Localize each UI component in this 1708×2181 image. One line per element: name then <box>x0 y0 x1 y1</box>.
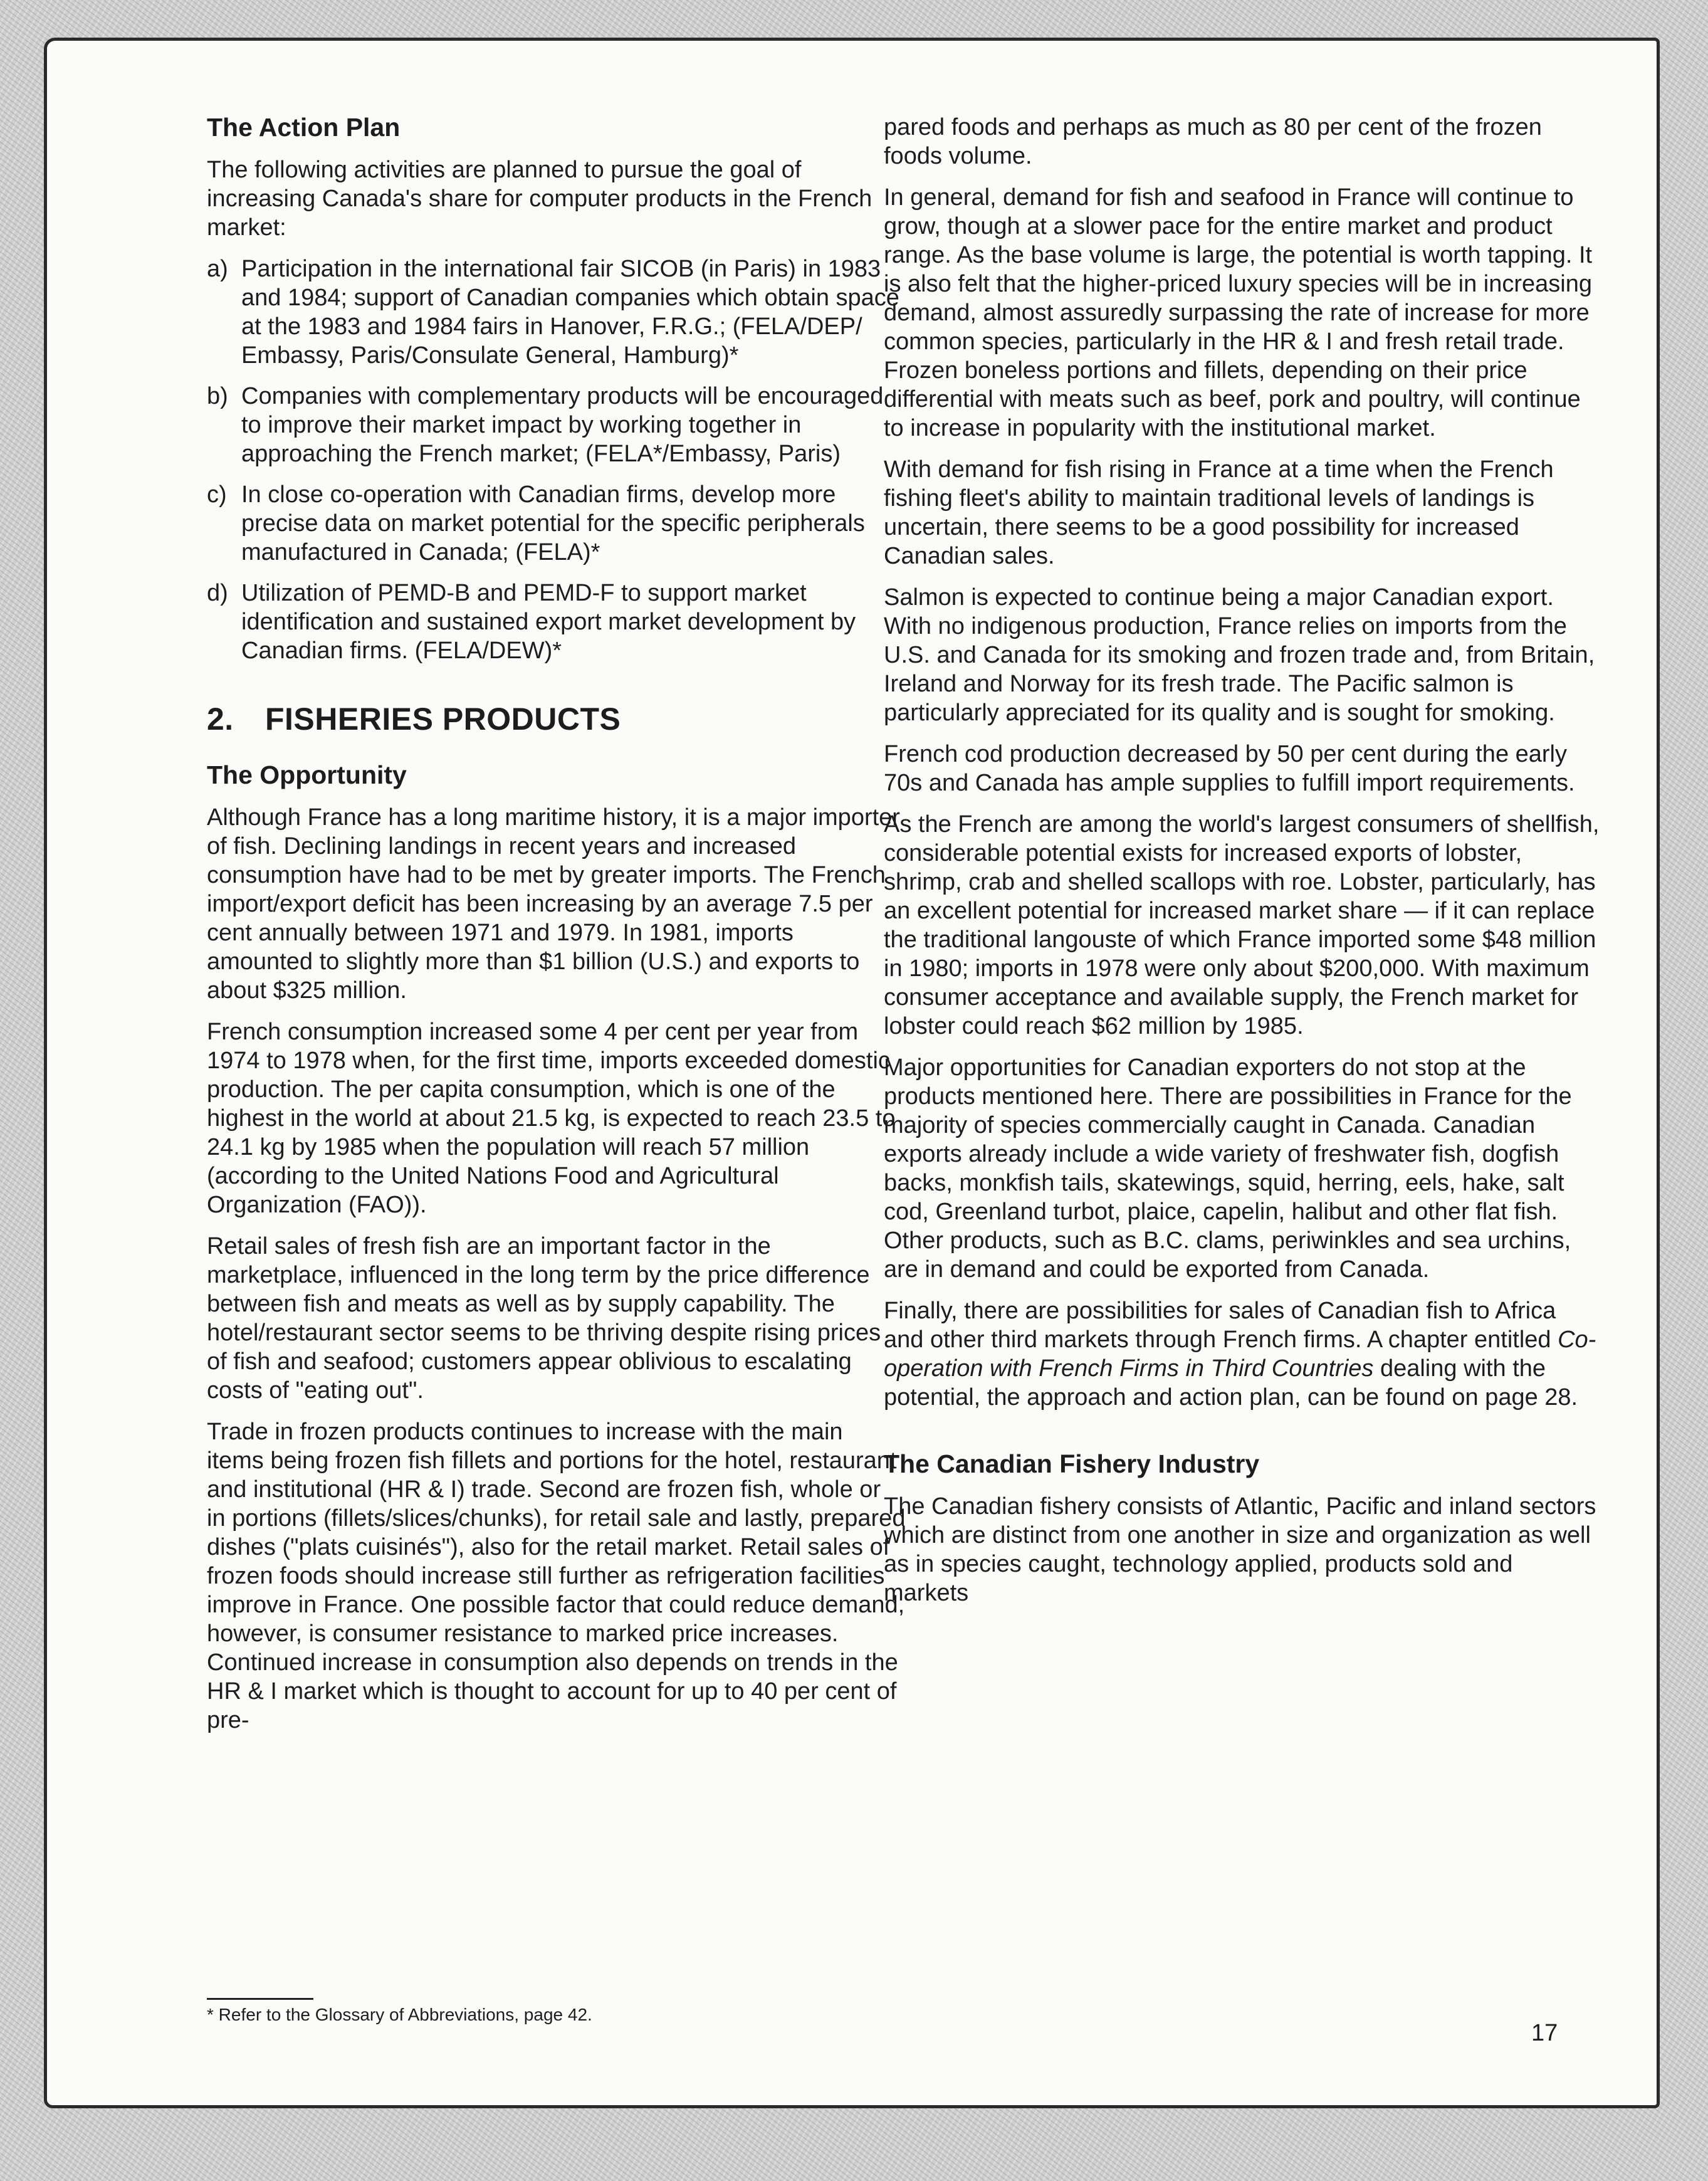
list-item <box>207 382 906 468</box>
body-paragraph: French cod production decreased by 50 per cent during the early 70s and Canada has ample supplies to fulfill import requirements. <box>884 741 1575 796</box>
action-items-list <box>207 255 906 665</box>
body-paragraph: Trade in frozen products continues to increase with the main items being frozen fish fillets and portions for the hotel, restaurant and institutional (HR & I) trade. Second are frozen fish, whole or in portions (fillets/slices/chunks), for retail sale and lastly, prepared dishes ("plats cuisinés"), also for the retail market. Retail sales of frozen foods should increase still further as refrigeration facilities improve in France. One possible factor that could reduce demand, however, is consumer resistance to marked price increases. Continued increase in consumption also depends on trends in the HR & I market which is thought to account for up to 40 per cent of pre- <box>207 1419 906 1733</box>
item-marker: c) <box>207 481 227 508</box>
chapter-title: Co-operation with French Firms in Third Countries <box>884 1327 1596 1382</box>
final-text-start: Finally, there are possibilities for sales of Canadian fish to Africa and other third markets through French firms. A chapter entitled <box>884 1298 1558 1353</box>
body-paragraph: With demand for fish rising in France at a time when the French fishing fleet's ability to maintain traditional levels of landings is uncertain, there seems to be a good possibility for increased Canadian sales. <box>884 456 1554 569</box>
industry-heading: The Canadian Fishery Industry <box>884 1449 1260 1478</box>
document-page <box>44 38 1660 2108</box>
body-paragraph: pared foods and perhaps as much as 80 per cent of the frozen foods volume. <box>884 114 1542 169</box>
body-paragraph: French consumption increased some 4 per cent per year from 1974 to 1978 when, for the first time, imports exceeded domestic production. The per capita consumption, which is one of the highest in the world at about 21.5 kg, is expected to reach 23.5 to 24.1 kg by 1985 when the population will reach 57 million (according to the United Nations Food and Agricultural Organization (FAO)). <box>207 1019 896 1218</box>
item-text: Companies with complementary products will be encouraged to improve their market impact by working together in approaching the French market; (FELA*/Embassy, Paris) <box>241 383 884 467</box>
action-plan-intro: The following activities are planned to pursue the goal of increasing Canada's share for computer products in the French market: <box>207 157 872 241</box>
section-title <box>207 702 906 737</box>
list-item <box>207 579 906 665</box>
body-paragraph: Major opportunities for Canadian exporters do not stop at the products mentioned here. There are possibilities in France for the majority of species commercially caught in Canada. Canadian exports already include a wide variety of freshwater fish, dogfish backs, monkfish tails, skatewings, squid, herring, eels, hake, salt cod, Greenland turbot, plaice, capelin, halibut and other flat fish. Other products, such as B.C. clams, periwinkles and sea urchins, are in demand and could be exported from Canada. <box>884 1054 1572 1283</box>
industry-paragraph: The Canadian fishery consists of Atlantic, Pacific and inland sectors which are distinct from one another in size and organization as well as in species caught, technology applied, products sold and markets <box>884 1493 1596 1606</box>
body-paragraph: Retail sales of fresh fish are an important factor in the marketplace, influenced in the long term by the price difference between fish and meats as well as by supply capability. The hotel/restaurant sector seems to be thriving despite rising prices of fish and seafood; customers appear oblivious to escalating costs of "eating out". <box>207 1233 881 1404</box>
final-paragraph <box>884 1296 1601 1412</box>
body-paragraph: In general, demand for fish and seafood in France will continue to grow, though at a slower pace for the entire market and product range. As the base volume is large, the potential is worth tapping. It is also felt that the higher-priced luxury species will be in increasing demand, almost assuredly surpassing the rate of increase for more common species, particularly in the HR & I and fresh retail trade. Frozen boneless portions and fillets, depending on their price differential with meats such as beef, pork and poultry, will continue to increase in popularity with the institutional market. <box>884 184 1593 441</box>
section-title-text: FISHERIES PRODUCTS <box>265 702 621 737</box>
section-number: 2. <box>207 702 234 737</box>
right-column <box>884 113 1601 1620</box>
page-number: 17 <box>1531 2020 1558 2046</box>
body-paragraph: Although France has a long maritime history, it is a major importer of fish. Declining landings in recent years and increased consumption have had to be met by greater imports. The French import/export deficit has been increasing by an average 7.5 per cent annually between 1971 and 1979. In 1981, imports amounted to slightly more than $1 billion (U.S.) and exports to about $325 million. <box>207 804 900 1004</box>
item-text: Utilization of PEMD-B and PEMD-F to support market identification and sustained export market development by Canadian firms. (FELA/DEW)* <box>241 580 856 664</box>
action-plan-heading: The Action Plan <box>207 113 401 142</box>
item-text: In close co-operation with Canadian firms, develop more precise data on market potential for the specific peripherals manufactured in Canada; (FELA)* <box>241 481 865 565</box>
list-item <box>207 255 906 370</box>
item-marker: a) <box>207 256 228 282</box>
body-paragraph: Salmon is expected to continue being a major Canadian export. With no indigenous production, France relies on imports from the U.S. and Canada for its smoking and frozen trade and, from Britain, Ireland and Norway for its fresh trade. The Pacific salmon is particularly appreciated for its quality and is sought for smoking. <box>884 584 1595 726</box>
item-marker: d) <box>207 580 228 606</box>
left-column <box>207 113 906 1747</box>
body-paragraph: As the French are among the world's largest consumers of shellfish, considerable potential exists for increased exports of lobster, shrimp, crab and shelled scallops with roe. Lobster, particularly, has an excellent potential for increased market share — if it can replace the traditional langouste of which France imported some $48 million in 1980; imports in 1978 were only about $200,000. With maximum consumer acceptance and available supply, the French market for lobster could reach $62 million by 1985. <box>884 811 1600 1039</box>
footnote-rule <box>207 1998 313 2000</box>
footnote: * Refer to the Glossary of Abbreviations, page 42. <box>207 2005 592 2024</box>
item-marker: b) <box>207 383 228 409</box>
opportunity-heading: The Opportunity <box>207 760 407 789</box>
list-item <box>207 480 906 567</box>
item-text: Participation in the international fair SICOB (in Paris) in 1983 and 1984; support of Canadian companies which obtain space at the 1983 and 1984 fairs in Hanover, F.R.G.; (FELA/DEP/ Embassy, Paris/Consulate General, Hamburg)* <box>241 256 899 369</box>
final-text-end: dealing with the potential, the approach and action plan, can be found on page 28. <box>884 1355 1578 1411</box>
